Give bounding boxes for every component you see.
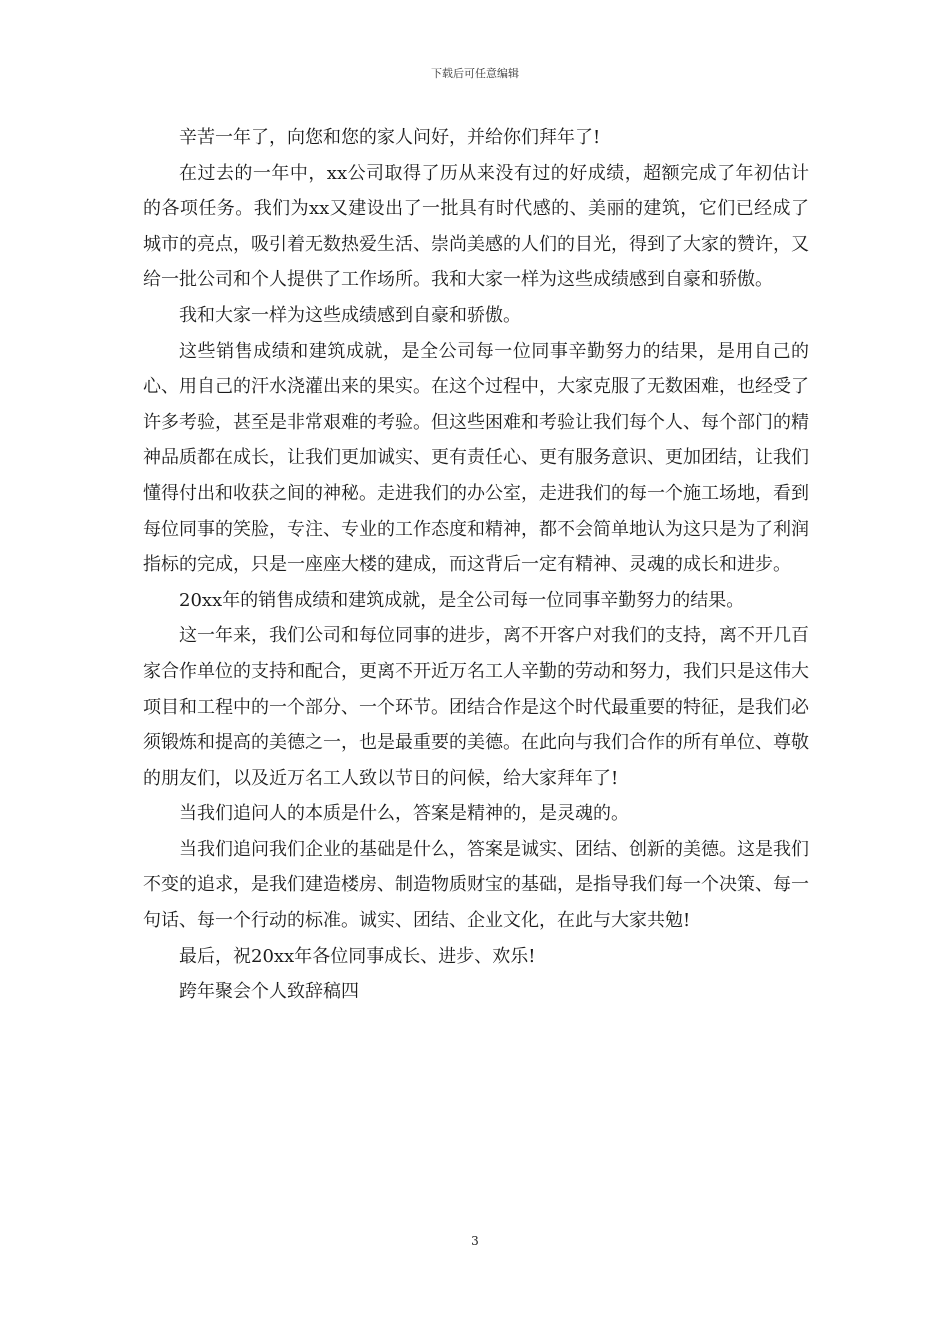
paragraph: 最后，祝20xx年各位同事成长、进步、欢乐! [179, 945, 536, 967]
paragraph: 20xx年的销售成绩和建筑成就，是全公司每一位同事辛勤努力的结果。 [179, 589, 745, 611]
paragraph: 我和大家一样为这些成绩感到自豪和骄傲。 [179, 304, 521, 326]
paragraph: 在过去的一年中，xx公司取得了历从来没有过的好成绩，超额完成了年初估计的各项任务。我们为xx又建设出了一批具有时代感的、美丽的建筑，它们已经成了城市的亮点，吸引着无数热爱生活、崇尚美感的人们的目光，得到了大家的赞许，又给一批公司和个人提供了工作场所。我和大家一样为这些成绩感到自豪和骄傲。 [143, 162, 809, 291]
paragraph: 当我们追问人的本质是什么，答案是精神的，是灵魂的。 [179, 803, 629, 825]
section-title: 跨年聚会个人致辞稿四 [179, 981, 359, 1003]
page-number: 3 [471, 1234, 479, 1248]
paragraph: 当我们追问我们企业的基础是什么，答案是诚实、团结、创新的美德。这是我们不变的追求，是我们建造楼房、制造物质财宝的基础，是指导我们每一个决策、每一句话、每一个行动的标准。诚实、团结、企业文化，在此与大家共勉! [143, 838, 809, 932]
paragraph: 辛苦一年了，向您和您的家人问好，并给你们拜年了! [179, 127, 601, 148]
paragraph: 这一年来，我们公司和每位同事的进步，离不开客户对我们的支持，离不开几百家合作单位的支持和配合，更离不开近万名工人辛勤的劳动和努力，我们只是这伟大项目和工程中的一个部分、一个环节。团结合作是这个时代最重要的特征，是我们必须锻炼和提高的美德之一，也是最重要的美德。在此向与我们合作的所有单位、尊敬的朋友们，以及近万名工人致以节日的问候，给大家拜年了! [143, 625, 809, 789]
paragraph: 这些销售成绩和建筑成就，是全公司每一位同事辛勤努力的结果，是用自己的心、用自己的汗水浇灌出来的果实。在这个过程中，大家克服了无数困难，也经受了许多考验，甚至是非常艰难的考验。但这些困难和考验让我们每个人、每个部门的精神品质都在成长，让我们更加诚实、更有责任心、更有服务意识、更加团结，让我们懂得付出和收获之间的神秘。走进我们的办公室，走进我们的每一个施工场地，看到每位同事的笑脸，专注、专业的工作态度和精神，都不会简单地认为这只是为了利润指标的完成，只是一座座大楼的建成，而这背后一定有精神、灵魂的成长和进步。 [143, 340, 809, 576]
document-body [143, 120, 809, 1010]
page-header: 下载后可任意编辑 [431, 67, 519, 80]
